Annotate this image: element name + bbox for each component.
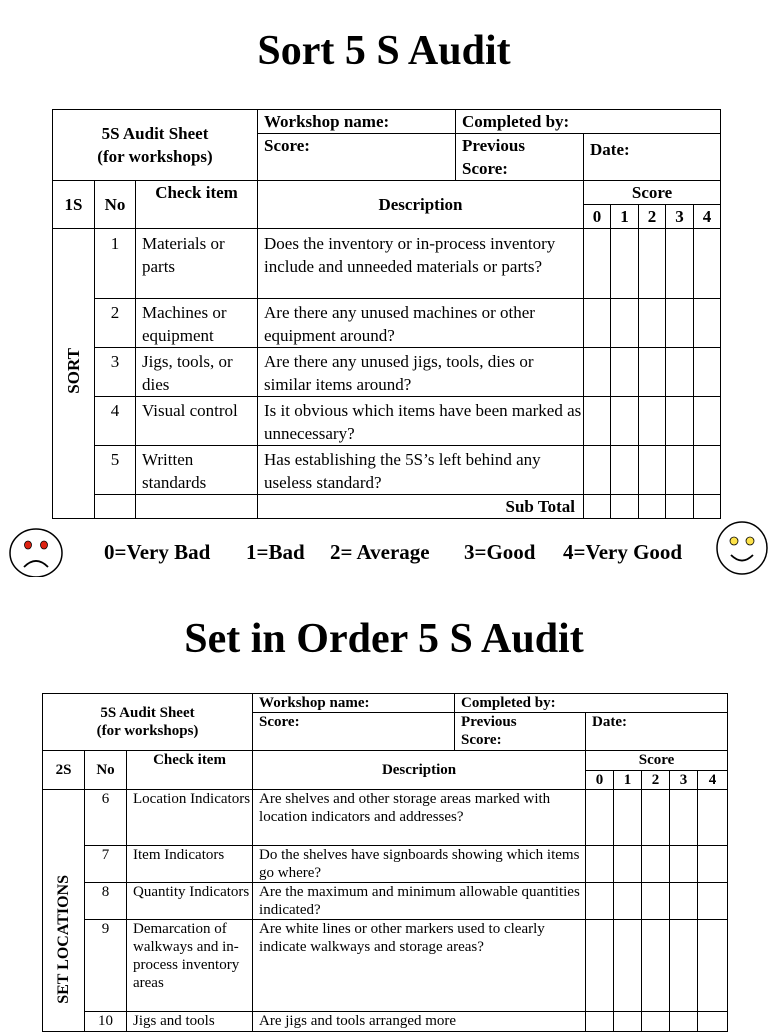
score-cell[interactable] [614,1012,642,1032]
row-check-item: Machines or equipment [136,299,258,348]
score-level-4: 4 [698,771,728,790]
col-check-header: Check item [127,751,253,790]
score-cell[interactable] [586,920,614,1012]
row-description: Is it obvious which items have been marked as unnecessary? [258,397,584,446]
sheet-subtitle: (for workshops) [97,147,213,166]
score-cell[interactable] [611,229,639,299]
col-score-header: Score [584,181,721,205]
row-no: 8 [85,883,127,920]
col-desc-header: Description [258,181,584,229]
score-cell[interactable] [698,790,728,846]
score-cell[interactable] [639,446,666,495]
score-cell[interactable] [670,790,698,846]
score-level-0: 0 [584,205,611,229]
col-check-header: Check item [136,181,258,229]
score-cell[interactable] [584,348,611,397]
score-cell[interactable] [670,883,698,920]
score-cell[interactable] [584,446,611,495]
score-cell[interactable] [639,299,666,348]
score-level-3: 3 [670,771,698,790]
sort-title: Sort 5 S Audit [257,28,511,74]
legend-good: 3=Good [464,540,536,564]
score-level-0: 0 [586,771,614,790]
score-cell[interactable] [586,1012,614,1032]
row-check-item: Jigs and tools [127,1012,253,1032]
col-desc-header: Description [253,751,586,790]
row-description: Are there any unused jigs, tools, dies or similar items around? [258,348,584,397]
category-cell [43,790,85,1032]
score-cell[interactable] [614,883,642,920]
row-no: 10 [85,1012,127,1032]
score-cell[interactable] [670,1012,698,1032]
subtotal-cell[interactable] [611,495,639,519]
row-description: Are there any unused machines or other equipment around? [258,299,584,348]
score-cell[interactable] [584,299,611,348]
sheet-title: 5S Audit Sheet [101,124,209,143]
score-level-1: 1 [611,205,639,229]
row-check-item: Location Indicators [127,790,253,846]
set-in-order-title: Set in Order 5 S Audit [184,616,584,662]
score-cell[interactable] [698,1012,728,1032]
score-level-1: 1 [614,771,642,790]
score-field[interactable]: Score: [253,713,455,751]
score-cell[interactable] [584,229,611,299]
subtotal-cell[interactable] [639,495,666,519]
row-no: 2 [95,299,136,348]
empty-cell [136,495,258,519]
score-cell[interactable] [642,790,670,846]
category-label: SORT [64,347,83,394]
score-cell[interactable] [666,299,694,348]
score-cell[interactable] [611,397,639,446]
row-no: 9 [85,920,127,1012]
score-cell[interactable] [611,299,639,348]
score-cell[interactable] [694,229,721,299]
score-cell[interactable] [642,1012,670,1032]
completed-by-field[interactable]: Completed by: [455,694,728,713]
sheet-title-cell [43,694,253,751]
category-label: SET LOCATIONS [54,875,72,1004]
happy-face-icon [714,520,768,578]
score-cell[interactable] [666,397,694,446]
col-s-header: 2S [43,751,85,790]
row-description: Are the maximum and minimum allowable quantities indicated? [253,883,586,920]
row-no: 1 [95,229,136,299]
row-check-item: Visual control [136,397,258,446]
score-cell[interactable] [670,920,698,1012]
score-cell[interactable] [698,846,728,883]
score-cell[interactable] [694,299,721,348]
score-cell[interactable] [614,846,642,883]
score-cell[interactable] [611,446,639,495]
subtotal-label: Sub Total [258,495,584,519]
score-cell[interactable] [611,348,639,397]
score-cell[interactable] [614,790,642,846]
score-cell[interactable] [694,446,721,495]
date-field[interactable]: Date: [584,134,721,181]
previous-score-label: Previous [462,136,525,155]
col-no-header: No [95,181,136,229]
previous-score-label-2: Score: [461,732,502,748]
score-cell[interactable] [586,883,614,920]
score-cell[interactable] [670,846,698,883]
row-check-item: Item Indicators [127,846,253,883]
sheet-subtitle: (for workshops) [96,723,199,739]
row-no: 3 [95,348,136,397]
row-description: Are jigs and tools arranged more [253,1012,586,1032]
legend-very-good: 4=Very Good [563,540,683,564]
previous-score-label-2: Score: [462,159,508,178]
score-cell[interactable] [614,920,642,1012]
score-cell[interactable] [584,397,611,446]
row-description: Does the inventory or in-process inventory include and unneeded materials or parts? [258,229,584,299]
subtotal-cell[interactable] [584,495,611,519]
score-cell[interactable] [698,883,728,920]
score-cell[interactable] [639,229,666,299]
row-description: Are shelves and other storage areas marked with location indicators and addresses? [253,790,586,846]
previous-score-field[interactable] [455,713,586,751]
date-field[interactable]: Date: [586,713,728,751]
row-check-item: Quantity Indicators [127,883,253,920]
sort-audit-table [52,109,721,519]
col-score-header: Score [586,751,728,771]
score-level-2: 2 [639,205,666,229]
legend-very-bad: 0=Very Bad [104,540,211,564]
row-description: Do the shelves have signboards showing which items go where? [253,846,586,883]
col-no-header: No [85,751,127,790]
row-check-item: Written standards [136,446,258,495]
row-check-item: Jigs, tools, or dies [136,348,258,397]
score-field[interactable]: Score: [258,134,456,181]
score-cell[interactable] [586,790,614,846]
category-cell [53,229,95,519]
score-cell[interactable] [694,348,721,397]
score-cell[interactable] [698,920,728,1012]
row-check-item: Materials or parts [136,229,258,299]
score-cell[interactable] [666,348,694,397]
legend-average: 2= Average [330,540,430,564]
score-level-4: 4 [694,205,721,229]
score-cell[interactable] [586,846,614,883]
row-no: 6 [85,790,127,846]
score-cell[interactable] [694,397,721,446]
score-cell[interactable] [639,348,666,397]
col-s-header: 1S [53,181,95,229]
row-no: 7 [85,846,127,883]
score-cell[interactable] [639,397,666,446]
completed-by-field[interactable]: Completed by: [456,110,721,134]
workshop-name-field[interactable]: Workshop name: [253,694,455,713]
row-description: Has establishing the 5S’s left behind any useless standard? [258,446,584,495]
score-cell[interactable] [666,229,694,299]
row-check-item: Demarcation of walkways and in-process inventory areas [127,920,253,1012]
score-legend [0,540,768,570]
score-level-2: 2 [642,771,670,790]
set-in-order-audit-table [42,693,728,1032]
row-description: Are white lines or other markers used to clearly indicate walkways and storage areas? [253,920,586,1012]
empty-cell [95,495,136,519]
subtotal-cell[interactable] [694,495,721,519]
legend-bad: 1=Bad [246,540,305,564]
row-no: 4 [95,397,136,446]
score-level-3: 3 [666,205,694,229]
score-cell[interactable] [642,920,670,1012]
row-no: 5 [95,446,136,495]
score-cell[interactable] [642,846,670,883]
score-cell[interactable] [666,446,694,495]
subtotal-cell[interactable] [666,495,694,519]
workshop-name-field[interactable]: Workshop name: [258,110,456,134]
previous-score-label: Previous [461,714,517,730]
previous-score-field[interactable] [456,134,584,181]
score-cell[interactable] [642,883,670,920]
sheet-title-cell [53,110,258,181]
sheet-title: 5S Audit Sheet [100,705,195,721]
